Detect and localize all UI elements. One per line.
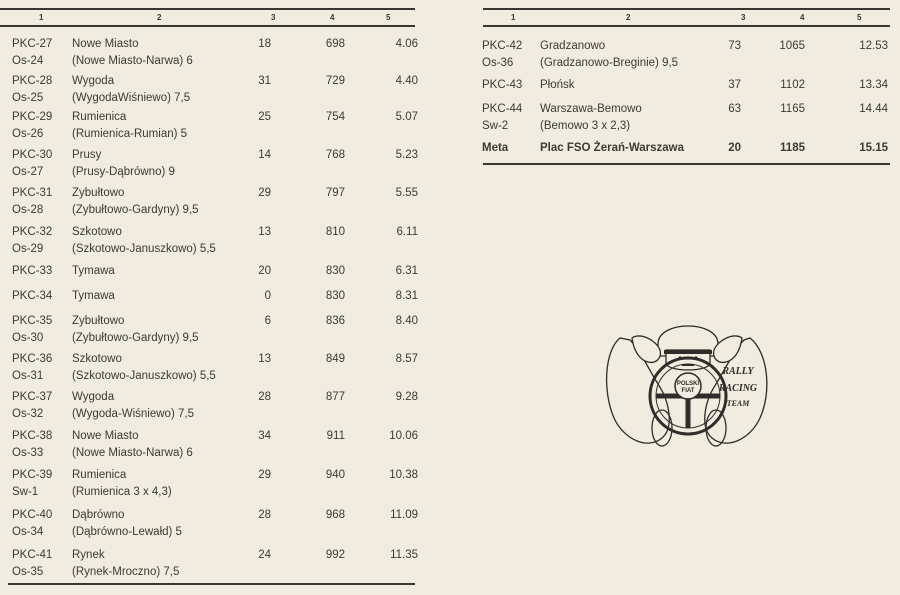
col5-time: 5.23	[395, 149, 418, 161]
col3-value: 6	[264, 315, 271, 327]
col3-value: 29	[258, 187, 271, 199]
stage-code: Sw-2	[482, 120, 509, 132]
place-name: Rynek	[72, 549, 105, 561]
col4-value: 1185	[780, 142, 805, 154]
logo-word-racing: RACING	[718, 383, 758, 394]
col5-time: 4.06	[395, 38, 418, 50]
right-top-rule	[483, 8, 890, 10]
place-name: Gradzanowo	[540, 40, 606, 52]
col4-value: 940	[325, 469, 345, 481]
control-point-code: PKC-42	[482, 40, 523, 52]
control-point-code: PKC-35	[12, 315, 53, 327]
stage-segment: (Zybułtowo-Gardyny) 9,5	[72, 332, 199, 344]
control-point-code: PKC-39	[12, 469, 53, 481]
col5-time: 8.40	[395, 315, 418, 327]
col5-time: 11.35	[390, 549, 418, 561]
place-name: Prusy	[72, 149, 102, 161]
col5-time: 12.53	[859, 40, 888, 52]
mouth	[682, 364, 694, 366]
right-col-header-4: 4	[800, 13, 805, 22]
stage-segment: (Szkotowo-Januszkowo) 5,5	[72, 243, 216, 255]
col4-value: 729	[325, 75, 345, 87]
col5-time: 5.55	[395, 187, 418, 199]
logo-word-team: TEAM	[726, 399, 750, 408]
col4-value: 1165	[780, 103, 805, 115]
col5-time: 10.06	[389, 430, 418, 442]
col3-value: 31	[258, 75, 271, 87]
left-col-header-4: 4	[330, 13, 335, 22]
control-point-code: PKC-40	[12, 509, 53, 521]
stage-segment: (Gradzanowo-Breginie) 9,5	[540, 57, 679, 69]
right-col-header-1: 1	[511, 13, 516, 22]
stage-code: Os-24	[12, 55, 44, 67]
stage-code: Os-29	[12, 243, 44, 255]
left-eye	[678, 356, 681, 359]
control-point-code: PKC-31	[12, 187, 53, 199]
place-name: Warszawa-Bemowo	[540, 103, 642, 115]
place-name: Tymawa	[72, 290, 115, 302]
col4-value: 877	[325, 391, 345, 403]
place-name: Dąbrówno	[72, 509, 125, 521]
col4-value: 911	[326, 430, 345, 442]
left-col-header-2: 2	[157, 13, 162, 22]
place-name: Plac FSO Żerań-Warszawa	[540, 142, 685, 154]
col3-value: 13	[258, 353, 271, 365]
col4-value: 836	[325, 315, 345, 327]
col4-value: 968	[325, 509, 345, 521]
stage-segment: (Dąbrówno-Lewałd) 5	[72, 526, 182, 538]
col5-time: 8.31	[395, 290, 418, 302]
right-col-header-5: 5	[857, 13, 862, 22]
place-name: Tymawa	[72, 265, 115, 277]
control-point-code: Meta	[482, 142, 509, 154]
stage-code: Sw-1	[12, 486, 39, 498]
col5-time: 13.34	[859, 79, 888, 91]
col4-value: 754	[325, 111, 345, 123]
stage-segment: (Rumienica-Rumian) 5	[72, 128, 188, 140]
col3-value: 24	[258, 549, 271, 561]
stage-segment: (Nowe Miasto-Narwa) 6	[72, 447, 193, 459]
stage-code: Os-27	[12, 166, 44, 178]
col3-value: 13	[258, 226, 271, 238]
col3-value: 28	[258, 509, 271, 521]
stage-code: Os-31	[12, 370, 44, 382]
col3-value: 37	[728, 79, 741, 91]
col4-value: 768	[325, 149, 345, 161]
right-bottom-rule	[483, 163, 890, 165]
col5-time: 6.11	[396, 226, 418, 238]
col4-value: 1102	[780, 79, 805, 91]
col3-value: 34	[258, 430, 271, 442]
stage-segment: (Zybułtowo-Gardyny) 9,5	[72, 204, 199, 216]
stage-segment: (Szkotowo-Januszkowo) 5,5	[72, 370, 216, 382]
control-point-code: PKC-30	[12, 149, 53, 161]
stage-segment: (Wygoda-Wiśniewo) 7,5	[72, 408, 194, 420]
left-bottom-rule	[8, 583, 415, 585]
col3-value: 28	[258, 391, 271, 403]
col5-time: 9.28	[395, 391, 418, 403]
place-name: Wygoda	[72, 75, 115, 87]
col4-value: 810	[325, 226, 345, 238]
control-point-code: PKC-27	[12, 38, 53, 50]
badge-text-line1: POLSKI	[676, 381, 700, 387]
place-name: Zybułtowo	[72, 315, 125, 327]
col4-value: 698	[325, 38, 345, 50]
col5-time: 10.38	[389, 469, 418, 481]
control-point-code: PKC-34	[12, 290, 53, 302]
col3-value: 14	[258, 149, 271, 161]
col3-value: 20	[728, 142, 741, 154]
col3-value: 18	[258, 38, 271, 50]
col5-time: 5.07	[395, 111, 418, 123]
place-name: Wygoda	[72, 391, 115, 403]
col4-value: 830	[325, 290, 345, 302]
control-point-code: PKC-43	[482, 79, 523, 91]
left-header-rule	[0, 25, 415, 27]
control-point-code: PKC-44	[482, 103, 523, 115]
col3-value: 20	[258, 265, 271, 277]
place-name: Rumienica	[72, 111, 127, 123]
stage-segment: (Nowe Miasto-Narwa) 6	[72, 55, 193, 67]
control-point-code: PKC-29	[12, 111, 53, 123]
badge-text-line2: FIAT	[681, 388, 695, 394]
place-name: Płońsk	[540, 79, 575, 91]
right-header-rule	[483, 25, 890, 27]
left-col-header-1: 1	[39, 13, 44, 22]
col4-value: 849	[325, 353, 345, 365]
stage-code: Os-32	[12, 408, 44, 420]
stage-code: Os-30	[12, 332, 44, 344]
control-point-code: PKC-36	[12, 353, 53, 365]
col5-time: 14.44	[859, 103, 888, 115]
control-point-code: PKC-38	[12, 430, 53, 442]
stage-code: Os-36	[482, 57, 514, 69]
place-name: Zybułtowo	[72, 187, 125, 199]
stage-segment: (WygodaWiśniewo) 7,5	[72, 92, 191, 104]
col5-time: 11.09	[390, 509, 418, 521]
stage-code: Os-25	[12, 92, 44, 104]
right-eye	[694, 356, 697, 359]
col5-time: 15.15	[859, 142, 888, 154]
col3-value: 0	[264, 290, 271, 302]
place-name: Nowe Miasto	[72, 38, 139, 50]
col5-time: 8.57	[395, 353, 418, 365]
left-col-header-5: 5	[386, 13, 391, 22]
control-point-code: PKC-28	[12, 75, 53, 87]
right-col-header-3: 3	[741, 13, 746, 22]
stage-code: Os-28	[12, 204, 44, 216]
col5-time: 4.40	[395, 75, 418, 87]
polski-fiat-rally-racing-team-logo	[600, 310, 775, 460]
control-point-code: PKC-41	[12, 549, 53, 561]
place-name: Rumienica	[72, 469, 127, 481]
hair-band	[664, 350, 712, 354]
stage-code: Os-26	[12, 128, 44, 140]
place-name: Nowe Miasto	[72, 430, 139, 442]
col4-value: 830	[325, 265, 345, 277]
col4-value: 1065	[779, 40, 805, 52]
col3-value: 73	[728, 40, 741, 52]
control-point-code: PKC-37	[12, 391, 53, 403]
left-hand-shape	[632, 336, 660, 362]
place-name: Szkotowo	[72, 226, 122, 238]
left-col-header-3: 3	[271, 13, 276, 22]
stage-code: Os-35	[12, 566, 44, 578]
right-col-header-2: 2	[626, 13, 631, 22]
col3-value: 29	[258, 469, 271, 481]
stage-segment: (Prusy-Dąbrówno) 9	[72, 166, 175, 178]
col5-time: 6.31	[395, 265, 418, 277]
col4-value: 992	[325, 549, 345, 561]
col3-value: 63	[728, 103, 741, 115]
stage-segment: (Rumienica 3 x 4,3)	[72, 486, 172, 498]
left-top-rule	[0, 8, 415, 10]
col4-value: 797	[325, 187, 345, 199]
col3-value: 25	[258, 111, 271, 123]
control-point-code: PKC-33	[12, 265, 53, 277]
stage-code: Os-34	[12, 526, 44, 538]
control-point-code: PKC-32	[12, 226, 53, 238]
logo-word-rally: RALLY	[722, 366, 754, 377]
stage-code: Os-33	[12, 447, 44, 459]
stage-segment: (Bemowo 3 x 2,3)	[540, 120, 631, 132]
stage-segment: (Rynek-Mroczno) 7,5	[72, 566, 180, 578]
place-name: Szkotowo	[72, 353, 122, 365]
